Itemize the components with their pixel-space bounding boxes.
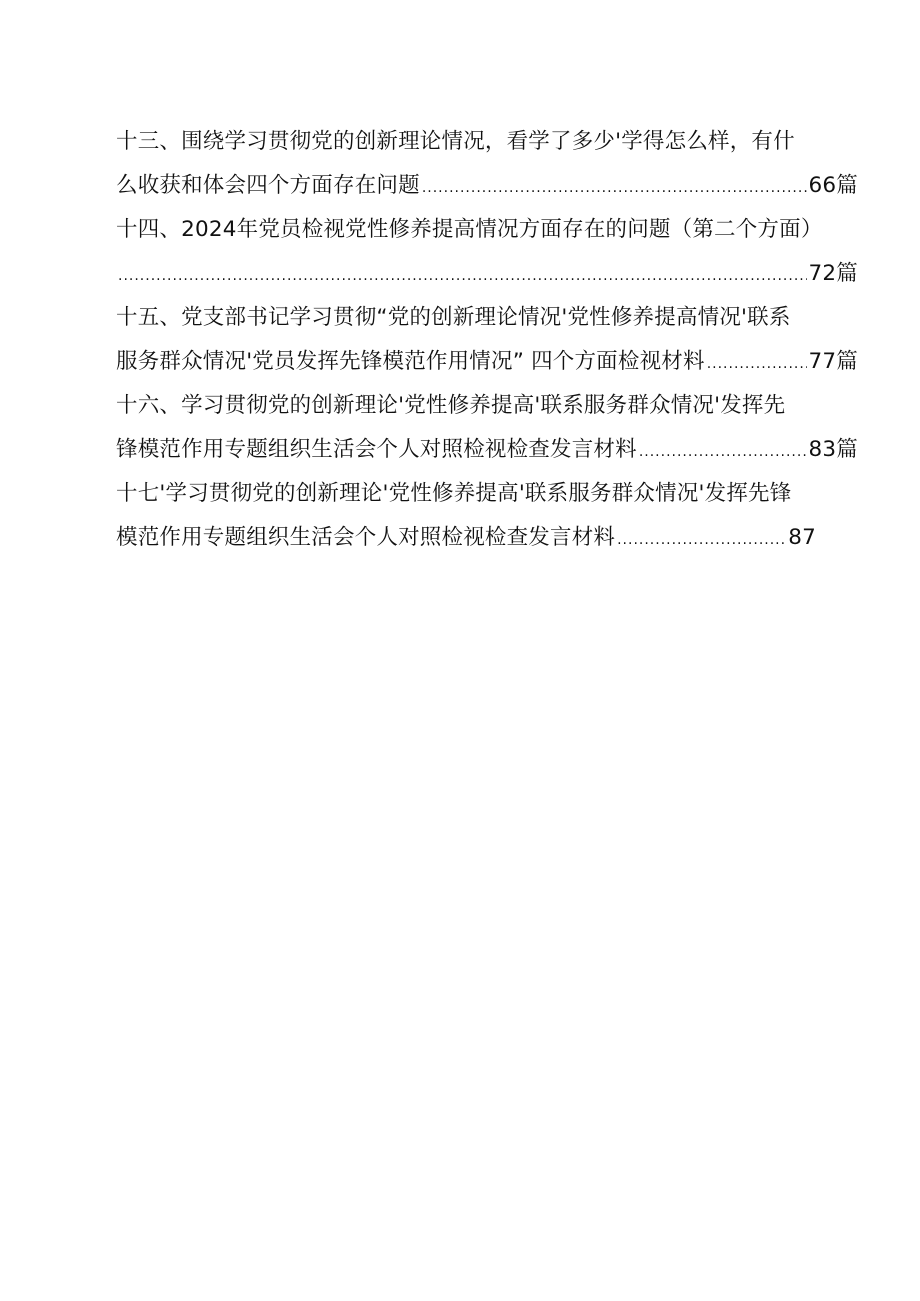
toc-leader-dots bbox=[422, 166, 807, 208]
toc-entry-15-line-2[interactable] bbox=[116, 340, 858, 384]
toc-leader-dots bbox=[639, 430, 807, 472]
toc-entry-17-line-1[interactable] bbox=[116, 472, 858, 516]
toc-entry-14-line-2[interactable] bbox=[116, 252, 858, 296]
toc-entry-14-line-1[interactable] bbox=[116, 208, 858, 252]
toc-leader-dots bbox=[617, 518, 786, 560]
toc-entry-13-title: 十三、围绕学习贯彻党的创新理论情况，看学了多少'学得怎么样，有什 bbox=[116, 129, 795, 154]
toc-entry-16-line-2[interactable] bbox=[116, 428, 858, 472]
toc-entry-15-title: 十五、党支部书记学习贯彻“党的创新理论情况'党性修养提高情况'联系 bbox=[116, 305, 791, 330]
toc-entry-14-title: 十四、2024年党员检视党性修养提高情况方面存在的问题（第二个方面） bbox=[116, 217, 823, 242]
toc-entry-16-title: 十六、学习贯彻党的创新理论'党性修养提高'联系服务群众情况'发挥先 bbox=[116, 393, 786, 418]
toc-entry-14-page: 72篇 bbox=[808, 261, 858, 286]
toc-entry-16-title-cont: 锋模范作用专题组织生活会个人对照检视检查发言材料 bbox=[116, 437, 637, 462]
toc-entry-13-line-2[interactable] bbox=[116, 164, 858, 208]
toc-entry-15-line-1[interactable] bbox=[116, 296, 858, 340]
toc-leader-dots bbox=[118, 254, 807, 296]
toc-entry-16-line-1[interactable] bbox=[116, 384, 858, 428]
toc-entry-16-page: 83篇 bbox=[808, 437, 858, 462]
toc-entry-13-line-1[interactable] bbox=[116, 120, 858, 164]
toc-entry-13-title-cont: 么收获和体会四个方面存在问题 bbox=[116, 173, 420, 198]
table-of-contents bbox=[116, 120, 858, 560]
toc-entry-15-title-cont: 服务群众情况'党员发挥先锋模范作用情况” 四个方面检视材料 bbox=[116, 349, 705, 374]
toc-leader-dots bbox=[707, 342, 807, 384]
toc-entry-17-page: 87 bbox=[788, 525, 816, 550]
toc-entry-15-page: 77篇 bbox=[808, 349, 858, 374]
toc-entry-17-line-2[interactable] bbox=[116, 516, 816, 560]
toc-entry-17-title: 十七'学习贯彻党的创新理论'党性修养提高'联系服务群众情况'发挥先锋 bbox=[116, 481, 792, 506]
toc-entry-17-title-cont: 模范作用专题组织生活会个人对照检视检查发言材料 bbox=[116, 525, 616, 550]
toc-entry-13-page: 66篇 bbox=[808, 173, 858, 198]
